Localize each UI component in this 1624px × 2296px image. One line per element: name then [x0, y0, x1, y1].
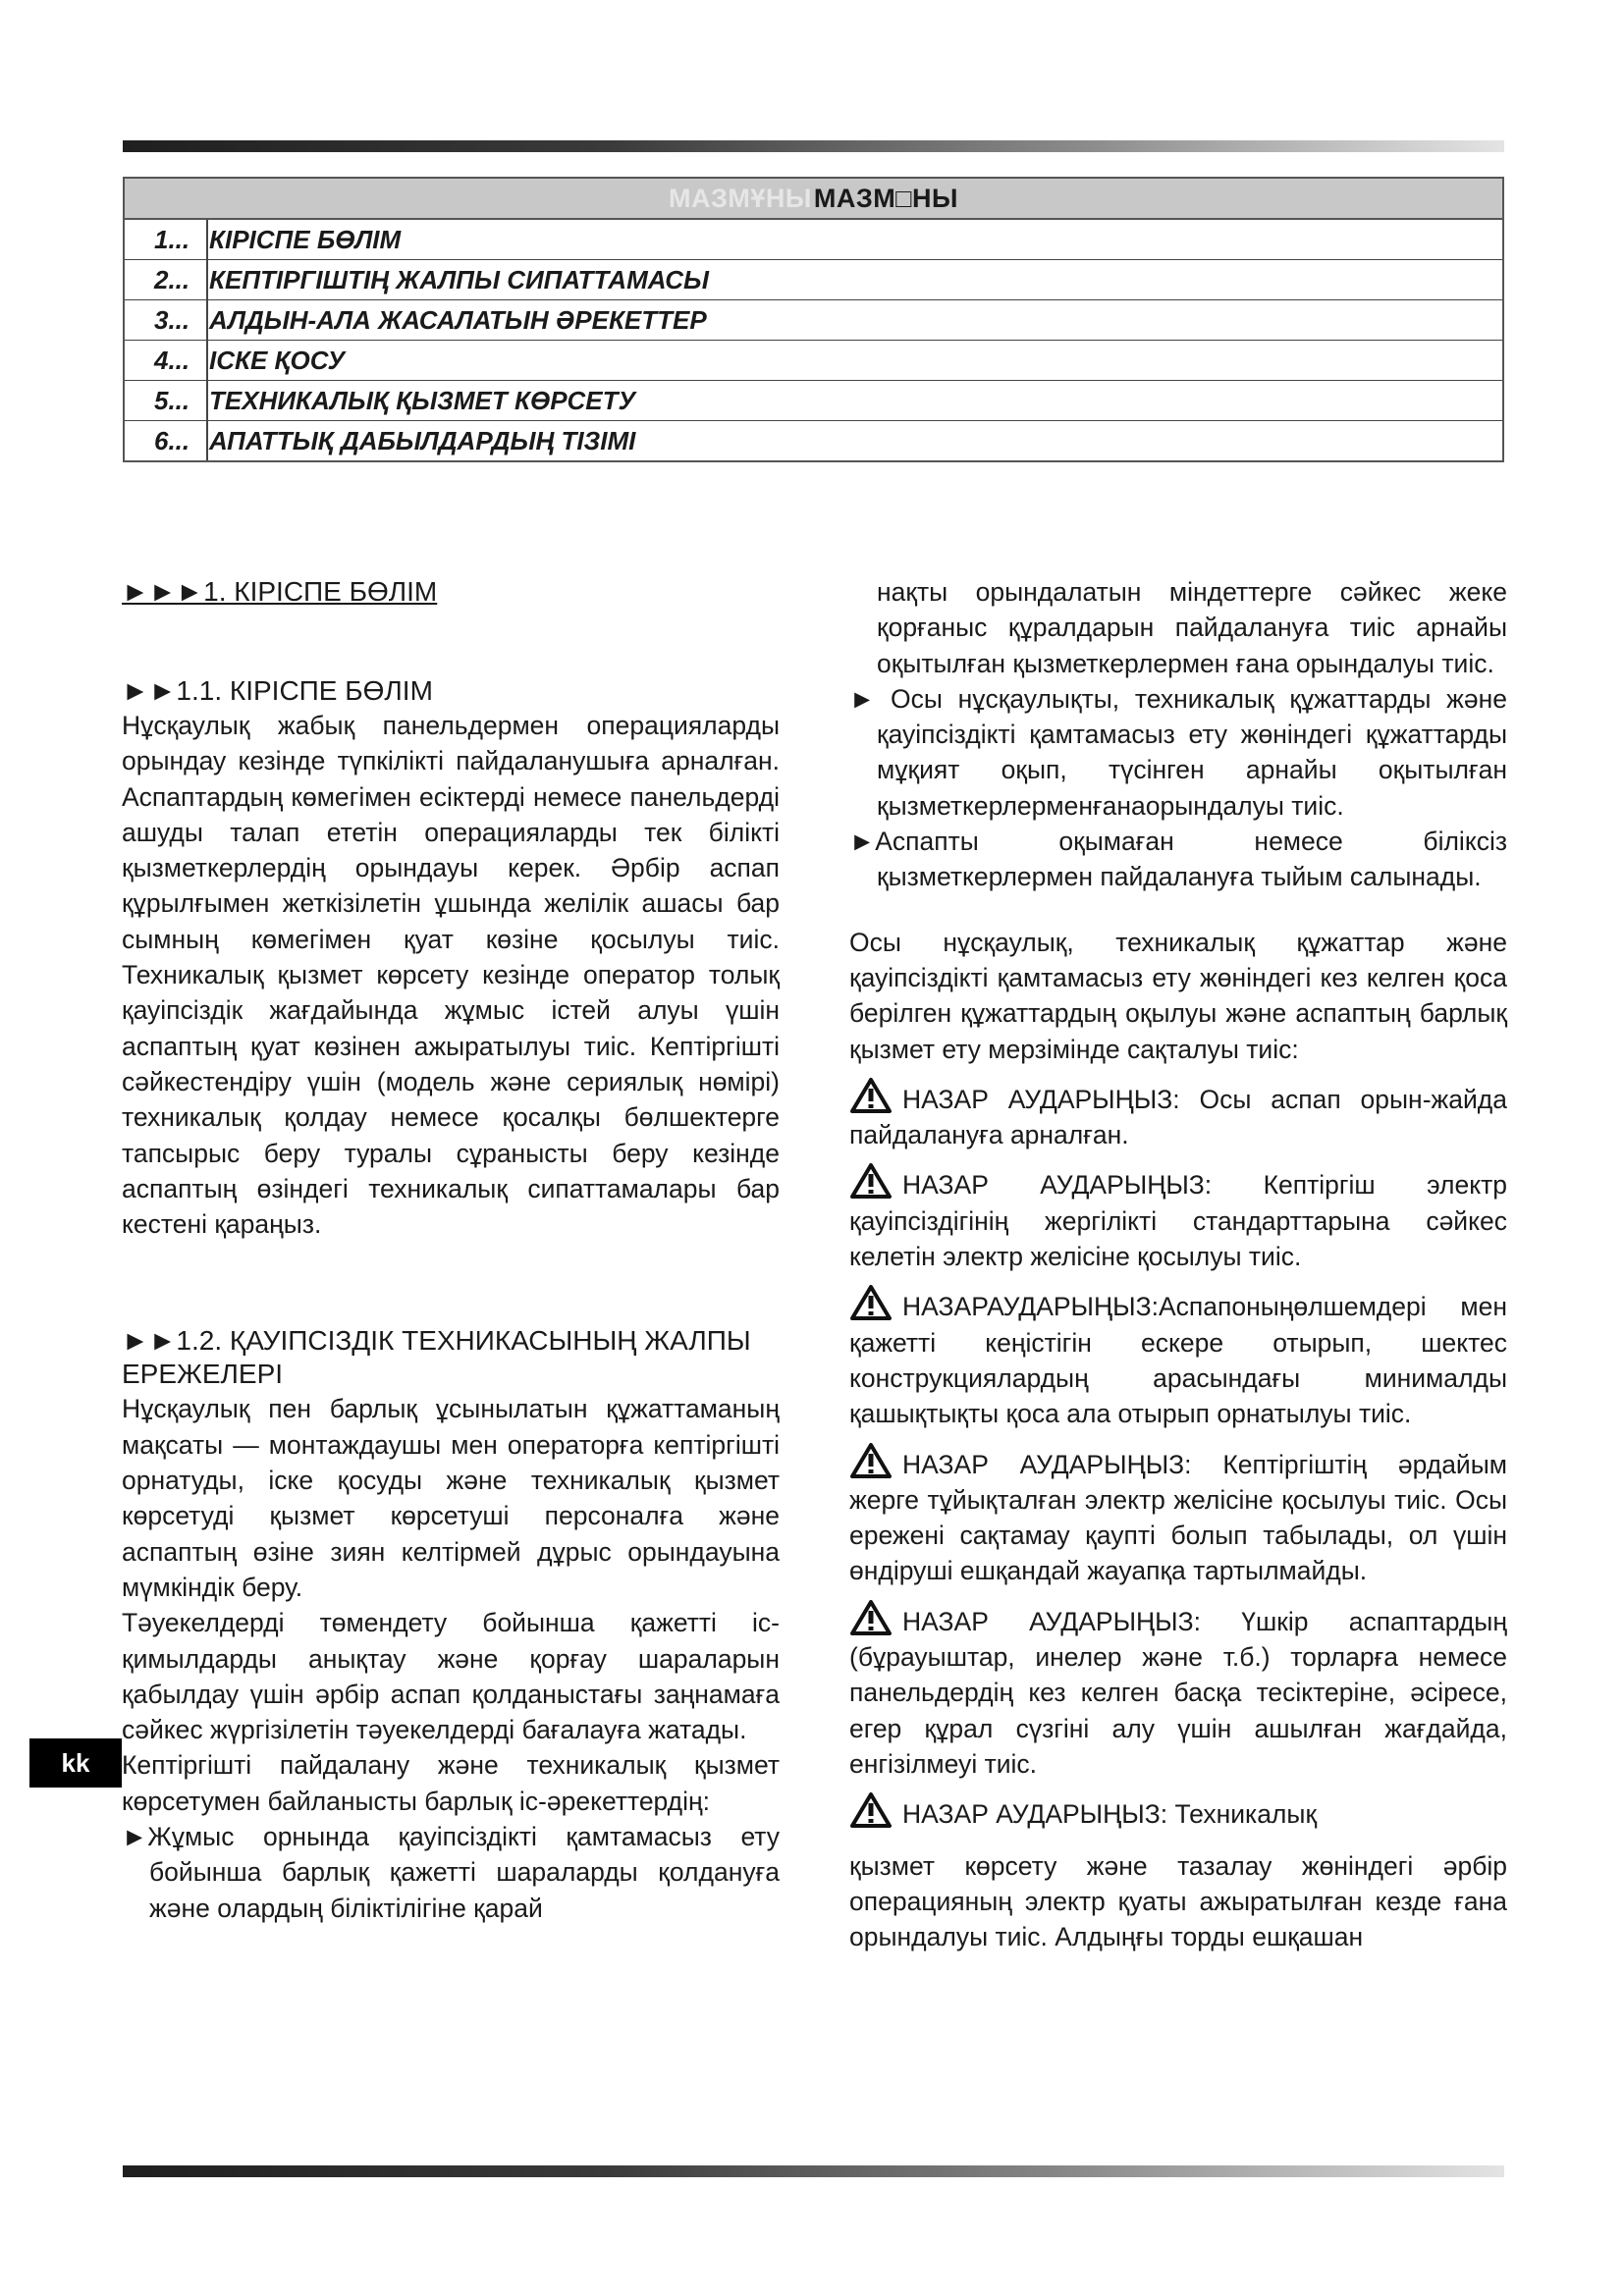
subsection-heading-intro: ►►1.1. КІРІСПЕ БӨЛІМ — [122, 675, 433, 706]
toc-item-number: 2... — [154, 264, 190, 294]
safety-paragraph-1: Нұсқаулық пен барлық ұсынылатын құжаттаманың мақсаты — монтаждаушы мен операторға кептіргішті орнатуды, іске қосуды және техникалық қызмет көрсетуді қызмет көрсетуші персоналға және аспаптың өзіне зиян келтірмей дұрыс орындауына мүмкіндік беру. — [122, 1394, 780, 1602]
safety-paragraph-3: Кептіргішті пайдалану және техникалық қызмет көрсетумен байланысты барлық іс-әрекеттердің: — [122, 1750, 780, 1816]
toc-item-number: 4... — [154, 345, 190, 375]
bullet-item: ►Аспапты оқымаған немесе біліксіз қызметкерлермен пайдалануға тыйым салынады. — [849, 827, 1507, 892]
toc-item-label: АЛДЫН-АЛА ЖАСАЛАТЫН ӘРЕКЕТТЕР — [209, 304, 707, 335]
toc-item-4[interactable] — [125, 341, 1502, 381]
documents-paragraph: Осы нұсқаулық, техникалық құжаттар және қауіпсіздікті қамтамасыз ету жөніндегі кез келген қоса берілген құжаттардың оқылуы және аспаптың барлық қызмет ету мерзімінде сақталуы тиіс: — [849, 927, 1507, 1064]
warning-1 — [849, 1077, 1507, 1153]
toc-item-label: КЕПТІРГІШТІҢ ЖАЛПЫ СИПАТТАМАСЫ — [209, 264, 709, 294]
warning-2 — [849, 1162, 1507, 1274]
warning-triangle-icon — [849, 1599, 893, 1634]
warning-triangle-icon — [849, 1284, 893, 1319]
language-badge: kk — [29, 1738, 122, 1788]
warning-triangle-icon — [849, 1442, 893, 1477]
top-rule — [123, 140, 1504, 152]
toc-item-label: АПАТТЫҚ ДАБЫЛДАРДЫҢ ТІЗІМІ — [209, 425, 636, 455]
toc-item-number: 3... — [154, 304, 190, 335]
toc-item-2[interactable] — [125, 260, 1502, 300]
toc-title — [125, 179, 1502, 220]
bullet-continuation: нақты орындалатын міндеттерге сәйкес жеке қорғаныс құралдарын пайдалануға тиіс арнайы оқытылған қызметкерлермен ғана орындалуы тиіс. — [877, 577, 1507, 678]
warning-text: НАЗАР АУДАРЫҢЫЗ: Осы аспап орын-жайда пайдалануға арналған. — [849, 1084, 1507, 1150]
warning-5 — [849, 1599, 1507, 1782]
toc-item-number: 6... — [154, 425, 190, 455]
toc-item-label: ТЕХНИКАЛЫҚ ҚЫЗМЕТ КӨРСЕТУ — [209, 385, 636, 415]
intro-paragraph: Нұсқаулық жабық панельдермен операцияларды орындау кезінде түпкілікті пайдаланушыға арналған. Аспаптардың көмегімен есіктерді немесе панельдерді ашуды талап ететін операцияларды тек білікті қызметкерлердің орындауы керек. Әрбір аспап құрылғымен жеткізілетін ұшында желілік ашасы бар сымның көмегімен қуат көзіне қосылуы тиіс. Техникалық қызмет көрсету кезінде оператор толық қауіпсіздік жағдайында жұмыс істей алуы үшін аспаптың қуат көзінен ажыратылуы тиіс. Кептіргішті сәйкестендіру үшін (модель және сериялық нөмірі) техникалық қолдау немесе қосалқы бөлшектерге тапсырыс беру туралы сұранысты беру кезінде аспаптың өзіндегі техникалық сипаттамалары бар кестені қараңыз. — [122, 711, 780, 1240]
toc-title-text: МАЗМ□НЫ — [813, 183, 958, 213]
toc-item-number: 5... — [154, 385, 190, 415]
bottom-rule — [123, 2165, 1504, 2177]
right-column — [849, 574, 1507, 1954]
warning-text: НАЗАРАУДАРЫҢЫЗ:Аспапоныңөлшемдері мен қажетті кеңістігін ескере отырып, шектес конструкциялардың арасындағы минималды қашықтықты қоса ала отырып орнатылуы тиіс. — [849, 1292, 1507, 1429]
warning-text: НАЗАР АУДАРЫҢЫЗ: Техникалық — [902, 1799, 1318, 1830]
warning-4 — [849, 1442, 1507, 1589]
warning-6-continuation: қызмет көрсету және тазалау жөніндегі әрбір операцияның электр қуаты ажыратылған кезде ғана орындалуы тиіс. Алдыңғы торды ешқашан — [849, 1850, 1507, 1952]
toc-item-label: ІСКЕ ҚОСУ — [209, 345, 346, 375]
toc-item-5[interactable] — [125, 381, 1502, 421]
toc-item-3[interactable] — [125, 300, 1502, 341]
warning-text: НАЗАР АУДАРЫҢЫЗ: Үшкір аспаптардың (бұрауыштар, инелер және т.б.) торларға немесе панельдердің кез келген басқа тесіктеріне, әсіресе, егер құрал сүзгіні алу үшін ашылған жағдайда, енгізілмеуі тиіс. — [849, 1606, 1507, 1779]
subsection-heading-safety: ►►1.2. ҚАУІПСІЗДІК ТЕХНИКАСЫНЫҢ ЖАЛПЫ ЕРЕЖЕЛЕРІ — [122, 1325, 751, 1390]
left-column — [122, 574, 780, 1926]
warning-text: НАЗАР АУДАРЫҢЫЗ: Кептіргіштің әрдайым жерге тұйықталған электр желісіне қосылуы тиіс. Осы ережені сақтамау қаупті болып табылады, ол үшін өндіруші ешқандай жауапқа тартылмайды. — [849, 1449, 1507, 1586]
toc-item-label: КІРІСПЕ БӨЛІМ — [209, 224, 402, 254]
warning-triangle-icon — [849, 1791, 893, 1827]
toc-item-1[interactable] — [125, 220, 1502, 260]
warning-3 — [849, 1284, 1507, 1431]
table-of-contents — [123, 177, 1504, 462]
warning-text: НАЗАР АУДАРЫҢЫЗ: Кептіргіш электр қауіпсіздігінің жергілікті стандарттарына сәйкес келетін электр желісіне қосылуы тиіс. — [849, 1170, 1507, 1272]
warning-triangle-icon — [849, 1162, 893, 1198]
safety-paragraph-2: Тәуекелдерді төмендету бойынша қажетті іс-қимылдарды анықтау және қорғау шараларын қабылдау үшін әрбір аспап қолданыстағы заңнамаға сәйкес жүргізілетін тәуекелдерді бағалауға жатады. — [122, 1608, 780, 1745]
bullet-item: ► Осы нұсқаулықты, техникалық құжаттарды және қауіпсіздікті қамтамасыз ету жөніндегі құжаттарды мұқият оқып, түсінген арнайы оқытылған қызметкерлерменғанаорындалуы тиіс. — [849, 683, 1507, 821]
toc-title-ghost: МАЗМҰНЫ — [669, 183, 812, 213]
warning-triangle-icon — [849, 1077, 893, 1112]
warning-6 — [849, 1791, 1507, 1832]
section-heading: ►►►1. КІРІСПЕ БӨЛІМ — [122, 576, 438, 607]
toc-item-6[interactable] — [125, 421, 1502, 460]
bullet-item: ►Жұмыс орнында қауіпсіздікті қамтамасыз ету бойынша барлық қажетті шараларды қолдануға және олардың біліктілігіне қарай — [122, 1822, 780, 1923]
toc-item-number: 1... — [154, 224, 190, 254]
